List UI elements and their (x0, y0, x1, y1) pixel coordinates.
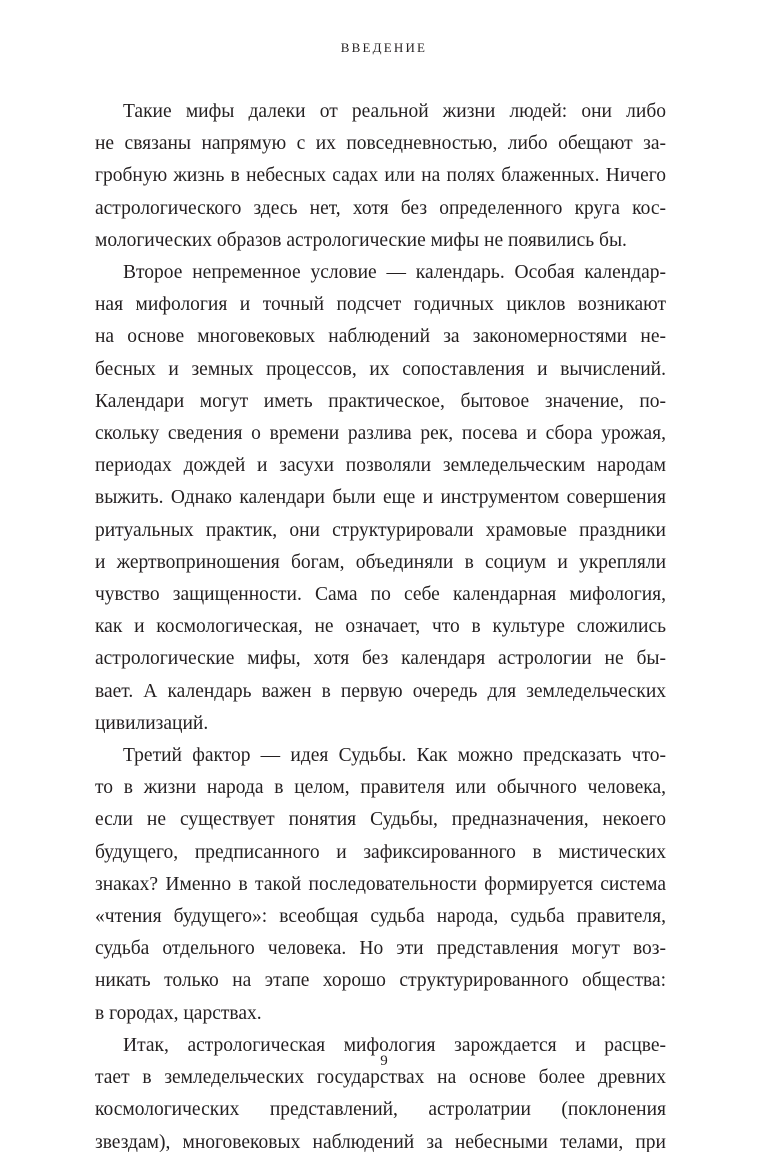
text-line: выжить. Однако календари были еще и инструментом совершения (95, 487, 666, 509)
body-text (95, 96, 666, 1152)
text-line: судьба отдельного человека. Но эти представления могут воз- (95, 938, 666, 960)
text-line: космологических представлений, астролатрии (поклонения (95, 1099, 666, 1121)
text-line: мологических образов астрологические мифы не появились бы. (95, 229, 627, 251)
text-line: Итак, астрологическая мифология зарождается и расцве- (123, 1034, 666, 1056)
text-line: в городах, царствах. (95, 1002, 262, 1024)
text-line: бесных и земных процессов, их сопоставления и вычислений. (95, 358, 666, 380)
text-line: гробную жизнь в небесных садах или на полях блаженных. Ничего (95, 165, 666, 187)
text-line: Второе непременное условие — календарь. Особая календар- (123, 262, 666, 284)
page-number: 9 (380, 1053, 388, 1069)
text-line: звездам), многовековых наблюдений за небесными телами, при (95, 1131, 666, 1152)
text-line: чувство защищенности. Сама по себе календарная мифология, (95, 584, 666, 606)
text-line: знаках? Именно в такой последовательности формируется система (95, 873, 666, 895)
paragraph (95, 96, 666, 257)
text-line: тает в земледельческих государствах на основе более древних (95, 1067, 666, 1089)
text-line: не связаны напрямую с их повседневностью, либо обещают за- (95, 133, 666, 155)
text-line: и жертвоприношения богам, объединяли в социум и укрепляли (95, 551, 666, 573)
text-line: никать только на этапе хорошо структурированного общества: (95, 970, 666, 992)
text-line: Календари могут иметь практическое, бытовое значение, по- (95, 390, 666, 412)
running-header: ВВЕДЕНИЕ (340, 40, 428, 55)
paragraph (95, 1030, 666, 1152)
paragraph (95, 740, 666, 1030)
text-line: Третий фактор — идея Судьбы. Как можно предсказать что- (123, 745, 666, 767)
text-line: «чтения будущего»: всеобщая судьба народа, судьба правителя, (95, 906, 666, 928)
text-line: как и космологическая, не означает, что в культуре сложились (95, 616, 666, 638)
text-line: будущего, предписанного и зафиксированного в мистических (95, 841, 666, 863)
text-line: на основе многовековых наблюдений за закономерностями не- (95, 326, 666, 348)
text-line: Такие мифы далеки от реальной жизни людей: они либо (123, 101, 666, 122)
text-line: цивилизаций. (95, 712, 209, 734)
text-line: ритуальных практик, они структурировали храмовые праздники (95, 519, 666, 541)
paragraph (95, 257, 666, 740)
text-line: периодах дождей и засухи позволяли земледельческим народам (95, 455, 666, 477)
text-line: скольку сведения о времени разлива рек, посева и сбора урожая, (95, 423, 666, 445)
text-line: ная мифология и точный подсчет годичных циклов возникают (95, 294, 666, 316)
text-line: если не существует понятия Судьбы, предназначения, некоего (95, 809, 666, 831)
text-line: астрологического здесь нет, хотя без определенного круга кос- (95, 197, 666, 219)
text-line: вает. А календарь важен в первую очередь для земледельческих (95, 680, 666, 702)
text-line: то в жизни народа в целом, правителя или обычного человека, (95, 777, 666, 799)
text-line: астрологические мифы, хотя без календаря астрологии не бы- (95, 648, 666, 670)
